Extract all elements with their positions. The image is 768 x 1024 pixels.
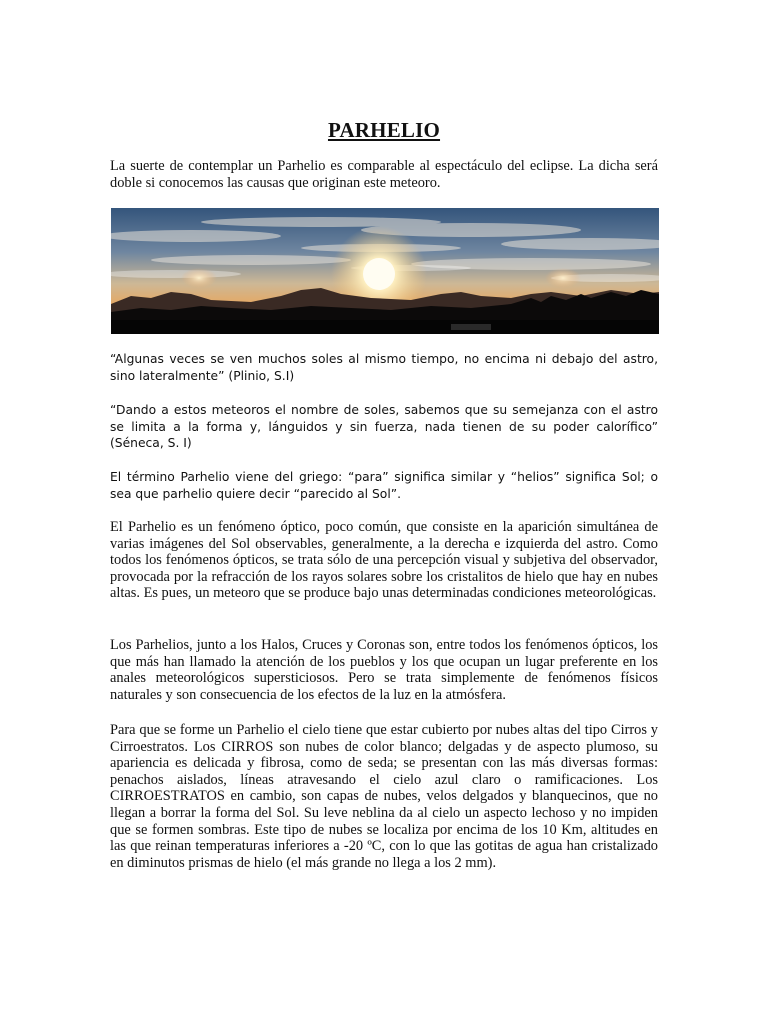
intro-paragraph: La suerte de contemplar un Parhelio es comparable al espectáculo del eclipse. La dicha será doble si conocemos las causas que originan este meteoro. [110, 158, 658, 191]
conditions-paragraph: Para que se forme un Parhelio el cielo tiene que estar cubierto por nubes altas del tipo Cirros y Cirroestratos. Los CIRROS son nubes de color blanco; delgadas y de aspecto plumoso, su apariencia es delicada y fibrosa, como de seda; se presentan con las más diversas formas: penachos aislados, líneas atravesando el cielo azul claro o ramificaciones. Los CIRROESTRATOS en cambio, son capas de nubes, velos delgados y blanquecinos, que no llegan a borrar la forma del Sol. Su leve neblina da al cielo un aspecto lechoso y no impiden que se formen sombras. Este tipo de nubes se localiza por encima de los 10 Km, altitudes en las que reinan temperaturas inferiores a -20 ºC, con lo que las gotitas de agua han cristalizado en diminutos prismas de hielo (el más grande no llega a los 2 mm). [110, 722, 658, 871]
etymology-paragraph: El término Parhelio viene del griego: “para” significa similar y “helios” significa Sol; o sea que parhelio quiere decir “parecido al Sol”. [110, 470, 658, 501]
quote-seneca: “Dando a estos meteoros el nombre de soles, sabemos que su semejanza con el astro se limita a la forma y, lánguidos y sin fuerza, nada tienen de su poder calorífico” (Séneca, S. I) [110, 403, 658, 451]
history-paragraph: Los Parhelios, junto a los Halos, Cruces y Coronas son, entre todos los fenómenos ópticos, los que más han llamado la atención de los pueblos y los que ocupan un lugar preferente en los anales meteorológicos supersticiosos. Pero se trata simplemente de fenómenos físicos naturales y son consecuencia de los efectos de la luz en la atmósfera. [110, 637, 658, 703]
quote-plinio: “Algunas veces se ven muchos soles al mismo tiempo, no encima ni debajo del astro, sino lateralmente” (Plinio, S.I) [110, 352, 658, 383]
parhelion-photo [111, 208, 659, 334]
definition-paragraph: El Parhelio es un fenómeno óptico, poco común, que consiste en la aparición simultánea de varias imágenes del Sol observables, generalmente, a la derecha e izquierda del astro. Como todos los fenómenos ópticos, se trata sólo de una percepción visual y subjetiva del observador, provocada por la refracción de los rayos solares sobre los cristalitos de hielo que hay en nubes altas. Es pues, un meteoro que se produce bajo unas determinadas condiciones meteorológicas. [110, 519, 658, 602]
document-title: PARHELIO [327, 118, 441, 142]
sunset-image [111, 208, 659, 334]
